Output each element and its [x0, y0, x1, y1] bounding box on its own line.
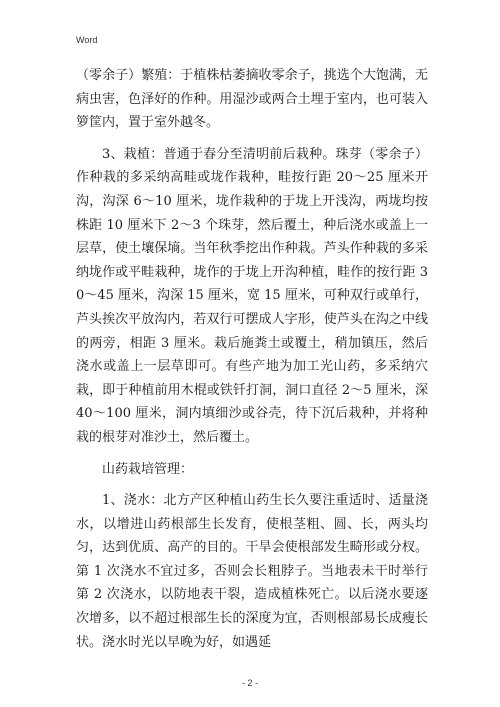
page-number: - 2 - [241, 678, 258, 688]
paragraph-planting: 3、栽植：普通于春分至清明前后栽种。珠芽（零余子）作种栽的多采纳高畦或垅作栽种，畦按行距 20～25 厘米开沟，沟深 6～10 厘米，垅作栽种的于垅上开浅沟，两垅均按株距 10 厘米下 2～3 个珠芽，然后覆土，种后浇水或盖上一层草，使土壤保墒。当年秋季挖出作种栽。芦头作种栽的多采纳垅作或平畦栽种，垅作的于垅上开沟种植，畦作的按行距 30～45 厘米，沟深 15 厘米，宽 15 厘米，可种双行或单行，芦头挨次平放沟内，若双行可摆成人字形，使芦头在沟之中线的两旁，相距 3 厘米。栽后施粪土或覆土，稍加镇压，然后浇水或盖上一层草即可。有些产地为加工光山药，多采纳穴栽，即于种植前用木棍或铁钎打洞，洞口直径 2～5 厘米，深 40～100 厘米，洞内填细沙或谷壳，待下沉后栽种，并将种栽的根芽对准沙土，然后覆土。 [76, 146, 428, 445]
section-heading-management: 山药栽培管理： [102, 461, 194, 477]
paragraph-propagation: （零余子）繁殖：于植株枯萎摘收零余子，挑选个大饱满，无病虫害，色泽好的作种。用湿沙或两合土埋于室内，也可装入箩筐内，置于室外越冬。 [76, 68, 428, 131]
document-body [76, 64, 428, 662]
paragraph-watering: 1、浇水：北方产区种植山药生长久要注重适时、适量浇水，以增进山药根部生长发育，使根茎粗、圆、长，两头均匀，达到优质、高产的目的。干旱会使根部发生畸形或分杈。第 1 次浇水不宜过多，否则会长粗脖子。当地表未干时举行第 2 次浇水，以防地表干裂，造成植株死亡。以后浇水要逐次增多，以不超过根部生长的深度为宜，否则根部易长成瘦长状。浇水时光以早晚为好，如遇延 [76, 493, 428, 650]
app-header-label: Word [76, 35, 98, 45]
